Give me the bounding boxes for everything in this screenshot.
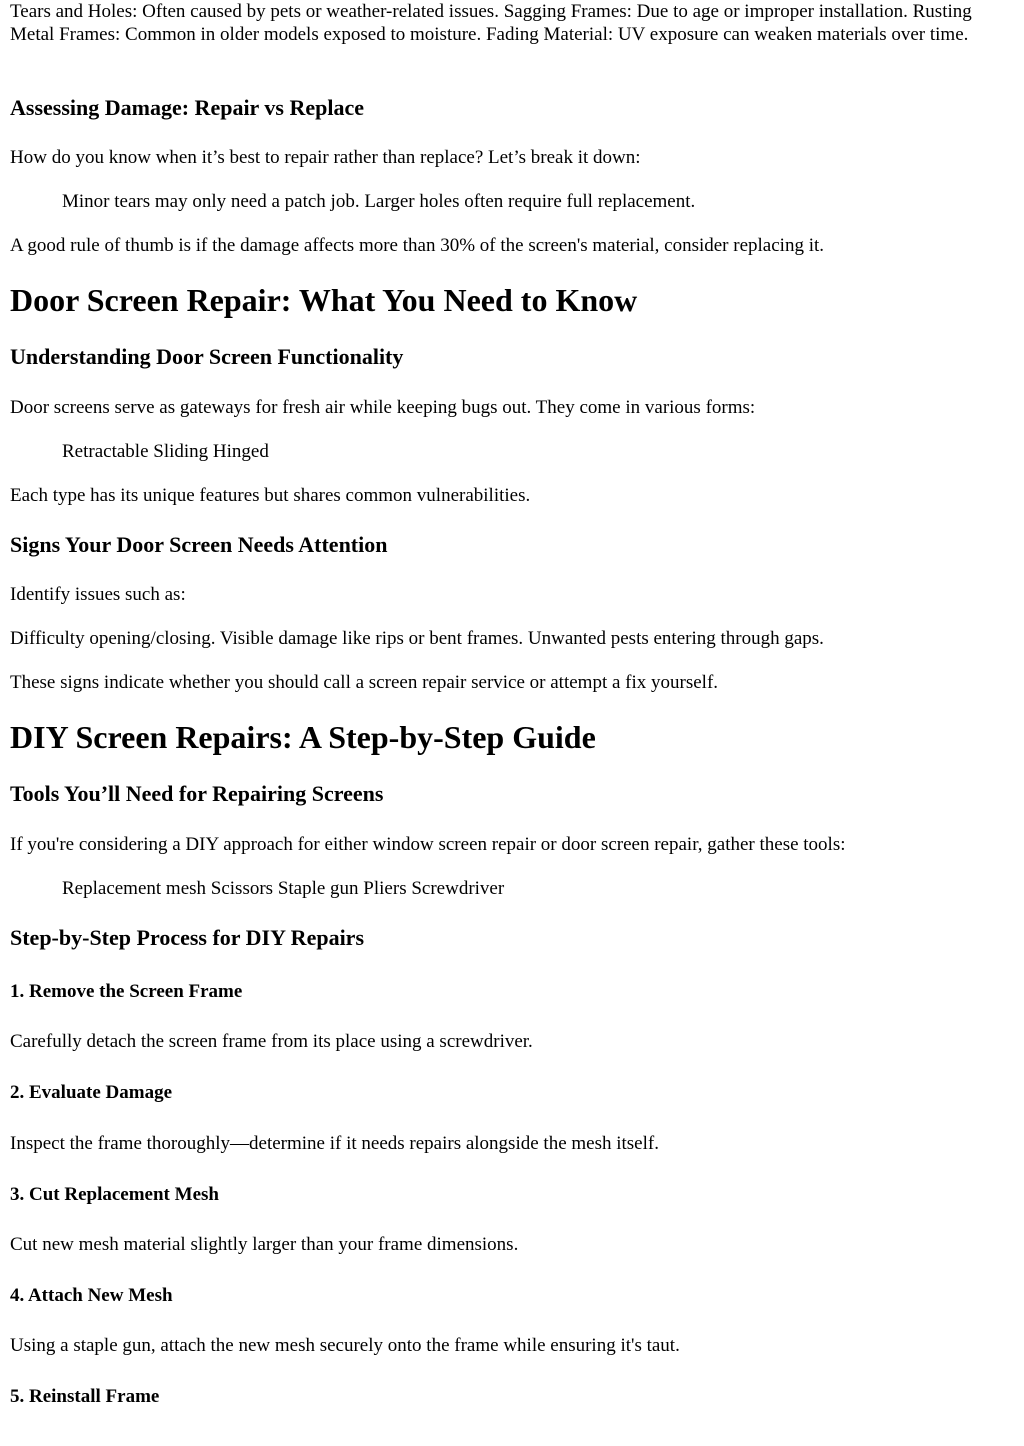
step-text: Cut new mesh material slightly larger than your frame dimensions. bbox=[10, 1234, 519, 1255]
step-text: Inspect the frame thoroughly—determine if it needs repairs alongside the mesh itself. bbox=[10, 1133, 659, 1154]
diy-tools-heading: Tools You’ll Need for Repairing Screens bbox=[10, 781, 384, 806]
step-text: Using a staple gun, attach the new mesh securely onto the frame while ensuring it's taut. bbox=[10, 1335, 680, 1356]
assessing-list: Minor tears may only need a patch job. Larger holes often require full replacement. bbox=[62, 191, 696, 212]
door-section-title: Door Screen Repair: What You Need to Know bbox=[10, 282, 638, 318]
diy-tools-list: Replacement mesh Scissors Staple gun Pliers Screwdriver bbox=[62, 878, 505, 899]
step-title: 5. Reinstall Frame bbox=[10, 1386, 160, 1407]
diy-tools-intro: If you're considering a DIY approach for either window screen repair or door screen repair, gather these tools: bbox=[10, 834, 846, 855]
door-functionality-heading: Understanding Door Screen Functionality bbox=[10, 344, 404, 369]
step-title: 3. Cut Replacement Mesh bbox=[10, 1184, 219, 1205]
diy-section-title: DIY Screen Repairs: A Step-by-Step Guide bbox=[10, 719, 596, 755]
door-signs-intro: Identify issues such as: bbox=[10, 584, 186, 605]
assessing-intro: How do you know when it’s best to repair rather than replace? Let’s break it down: bbox=[10, 147, 641, 168]
step-title: 2. Evaluate Damage bbox=[10, 1082, 173, 1103]
step-text: Carefully detach the screen frame from its place using a screwdriver. bbox=[10, 1031, 533, 1052]
door-signs-list: Difficulty opening/closing. Visible damage like rips or bent frames. Unwanted pests entering through gaps. bbox=[10, 628, 824, 649]
door-types-list: Retractable Sliding Hinged bbox=[62, 441, 269, 462]
step-title: 4. Attach New Mesh bbox=[10, 1285, 173, 1306]
door-functionality-note: Each type has its unique features but shares common vulnerabilities. bbox=[10, 485, 531, 506]
door-signs-heading: Signs Your Door Screen Needs Attention bbox=[10, 532, 388, 557]
assessing-rule: A good rule of thumb is if the damage affects more than 30% of the screen's material, consider replacing it. bbox=[10, 235, 825, 256]
intro-paragraph: Tears and Holes: Often caused by pets or weather-related issues. Sagging Frames: Due to age or improper installation. Rusting Metal Frames: Common in older models exposed to moisture. Fading Material: UV exposure can weaken materials over time. bbox=[10, 1, 972, 45]
door-functionality-intro: Door screens serve as gateways for fresh air while keeping bugs out. They come in various forms: bbox=[10, 397, 756, 418]
assessing-heading: Assessing Damage: Repair vs Replace bbox=[10, 95, 365, 120]
diy-process-heading: Step-by-Step Process for DIY Repairs bbox=[10, 925, 365, 950]
door-signs-note: These signs indicate whether you should call a screen repair service or attempt a fix yourself. bbox=[10, 672, 719, 693]
step-title: 1. Remove the Screen Frame bbox=[10, 981, 243, 1002]
